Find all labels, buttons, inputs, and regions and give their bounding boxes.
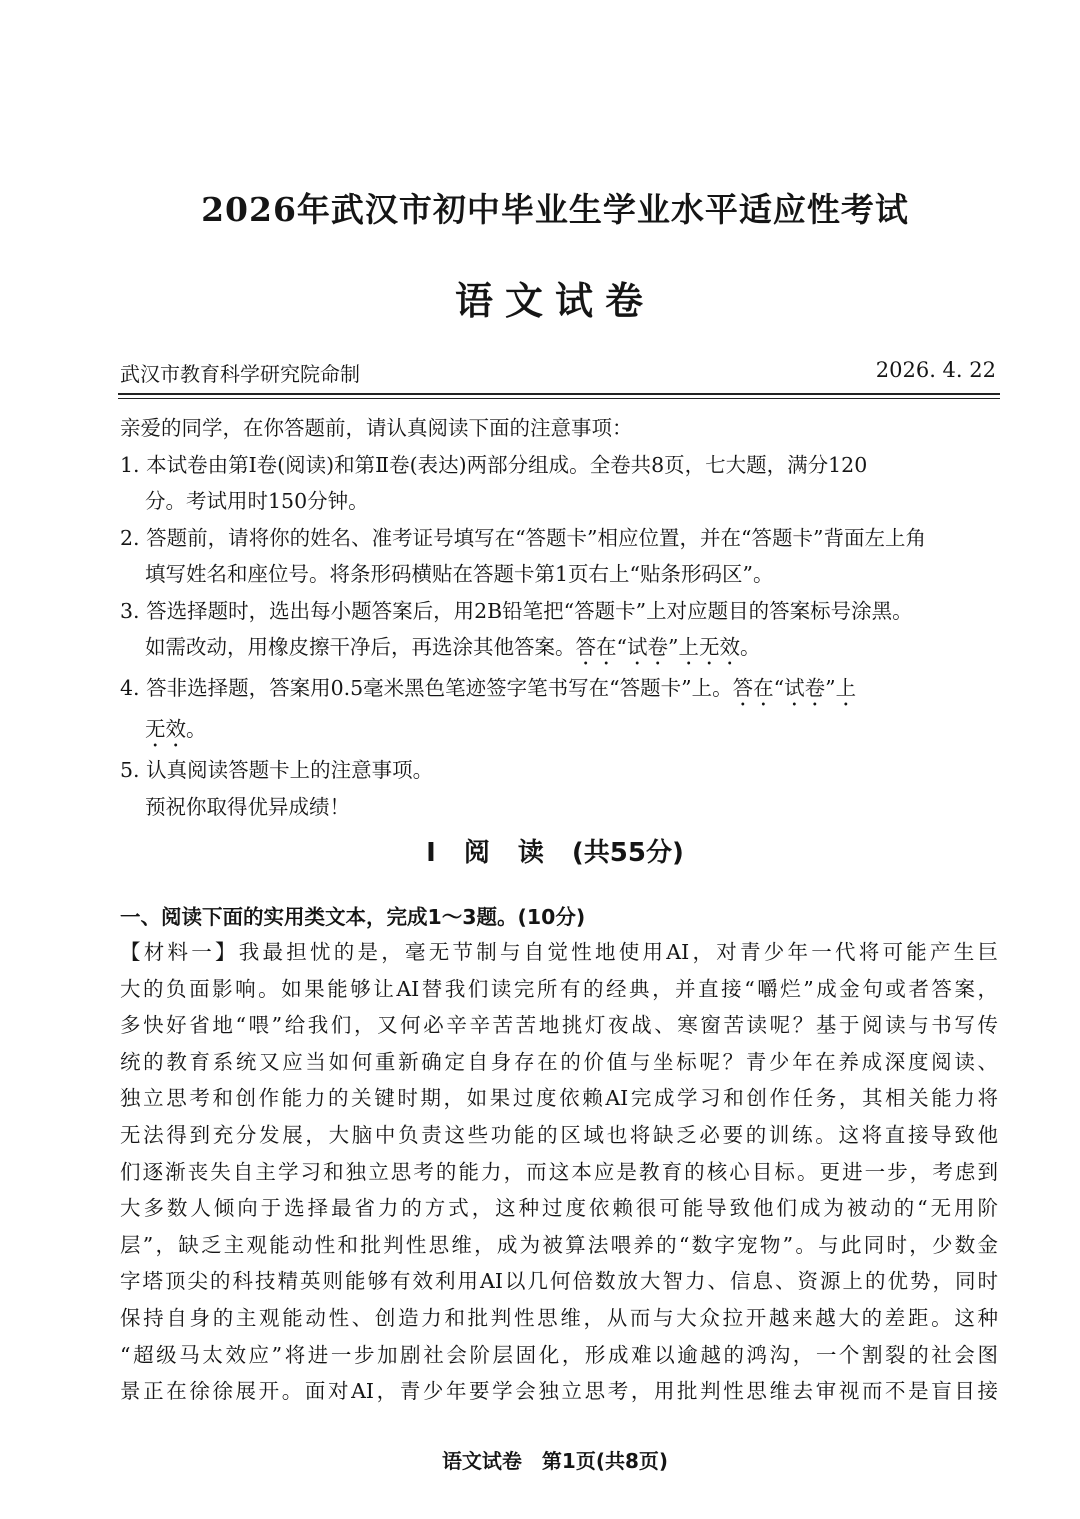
question-heading: 一、阅读下面的实用类文本，完成1～3题。(10分) — [120, 905, 586, 929]
passage-line: 【材料一】我最担忧的是，毫无节制与自觉性地使用AI，对青少年一代将可能产生巨 — [120, 940, 998, 964]
notice-item-4-line-2 — [120, 711, 1000, 752]
reading-passage — [120, 934, 998, 1410]
notice-item-5: 5. 认真阅读答题卡上的注意事项。 — [120, 758, 434, 782]
passage-line: 字塔顶尖的科技精英则能够有效利用AI以几何倍数放大智力、信息、资源上的优势，同时 — [120, 1269, 998, 1294]
notice-item-4-emphasis-2: 无效 — [145, 717, 186, 741]
notices-intro: 亲爱的同学，在你答题前，请认真阅读下面的注意事项： — [120, 416, 633, 440]
notice-item-1-line-1: 1. 本试卷由第Ⅰ卷(阅读)和第Ⅱ卷(表达)两部分组成。全卷共8页，七大题，满分120 — [120, 452, 868, 477]
page-footer: 语文试卷 第1页(共8页) — [441, 1449, 669, 1473]
header-rule-thick — [118, 393, 1000, 395]
notice-item-3-line-2 — [120, 629, 1000, 670]
exam-title: 2026年武汉市初中毕业生学业水平适应性考试 — [201, 190, 909, 229]
section-name-2: 读 — [517, 838, 544, 868]
notice-item-3-line-1: 3. 答选择题时，选出每小题答案后，用2B铅笔把“答题卡”上对应题目的答案标号涂黑。 — [120, 598, 913, 623]
notices-block — [120, 410, 1000, 825]
exam-subtitle: 语文试卷 — [454, 278, 655, 323]
notice-item-2-line-1: 2. 答题前，请将你的姓名、准考证号填写在“答题卡”相应位置，并在“答题卡”背面左上角 — [120, 525, 926, 550]
passage-line: 无法得到充分发展，大脑中负责这些功能的区域也将缺乏必要的训练。这将直接导致他 — [120, 1122, 998, 1147]
notices-closing: 预祝你取得优异成绩！ — [145, 794, 350, 819]
notice-item-3-text: 如需改动，用橡皮擦干净后，再选涂其他答案。 — [145, 635, 576, 659]
passage-line: 景正在徐徐展开。面对AI，青少年要学会独立思考，用批判性思维去审视而不是盲目接 — [120, 1379, 998, 1404]
passage-line: 层”，缺乏主观能动性和批判性思维，成为被算法喂养的“数字宠物”。与此同时，少数金 — [120, 1232, 998, 1257]
notice-item-1-line-2: 分。考试用时150分钟。 — [145, 489, 369, 513]
passage-line: “超级马太效应”将进一步加剧社会阶层固化，形成难以逾越的鸿沟，一个割裂的社会图 — [120, 1342, 998, 1367]
section-name-1: 阅 — [463, 838, 490, 868]
passage-line: 多快好省地“喂”给我们，又何必辛辛苦苦地挑灯夜战、寒窗苦读呢？基于阅读与书写传 — [120, 1013, 998, 1038]
notice-item-4-period: 。 — [186, 717, 207, 741]
exam-date: 2026. 4. 22 — [875, 358, 996, 382]
notice-item-3-period: 。 — [739, 635, 761, 659]
passage-line: 独立思考和创作能力的关键时期，如果过度依赖AI完成学习和创作任务，其相关能力将 — [120, 1086, 998, 1111]
notice-item-4-text: 4. 答非选择题，答案用0.5毫米黑色笔迹签字笔书写在“答题卡”上。 — [120, 676, 733, 700]
notice-item-4-emphasis: 答在“试卷”上 — [732, 676, 857, 700]
passage-line: 大的负面影响。如果能够让AI替我们读完所有的经典，并直接“嚼烂”成金句或者答案， — [120, 976, 998, 1001]
passage-line: 保持自身的主观能动性、创造力和批判性思维，从而与大众拉开越来越大的差距。这种 — [120, 1305, 998, 1330]
section-numeral: Ⅰ — [426, 838, 436, 868]
section-points: (共55分) — [571, 838, 684, 868]
notice-item-2-line-2: 填写姓名和座位号。将条形码横贴在答题卡第1页右上“贴条形码区”。 — [145, 562, 774, 586]
header-rule-thin — [118, 398, 1000, 399]
passage-line: 统的教育系统又应当如何重新确定自身存在的价值与坐标呢？青少年在养成深度阅读、 — [120, 1049, 998, 1074]
notice-item-3-emphasis: 答在“试卷”上无效 — [575, 635, 740, 659]
passage-line: 们逐渐丧失自主学习和独立思考的能力，而这本应是教育的核心目标。更进一步，考虑到 — [120, 1159, 998, 1184]
notice-item-4-line-1 — [120, 670, 1000, 711]
section-heading — [0, 832, 1080, 869]
issuer-label: 武汉市教育科学研究院命制 — [120, 362, 360, 386]
passage-line: 大多数人倾向于选择最省力的方式，这种过度依赖很可能导致他们成为被动的“无用阶 — [120, 1196, 998, 1221]
